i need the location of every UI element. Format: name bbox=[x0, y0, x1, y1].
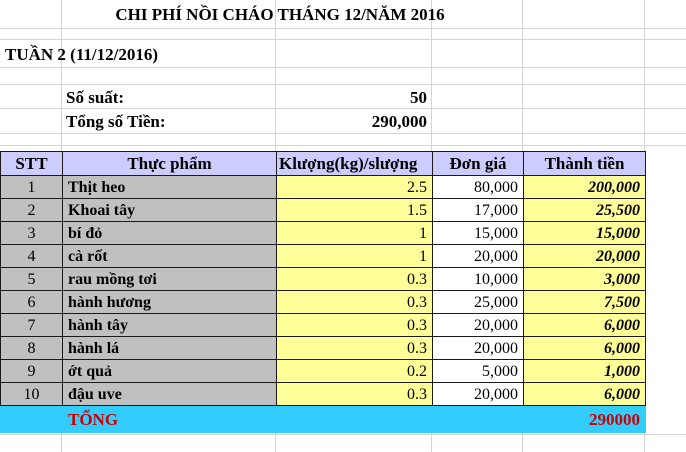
food-name-cell[interactable]: rau mồng tơi bbox=[63, 268, 277, 291]
quantity-cell[interactable]: 0.3 bbox=[277, 337, 433, 360]
amount-cell[interactable]: 1,000 bbox=[524, 360, 646, 383]
total-money-value: 290,000 bbox=[371, 112, 427, 131]
sum-label[interactable]: TỔNG bbox=[63, 406, 277, 433]
table-row bbox=[1, 383, 646, 406]
sum-empty-cell[interactable] bbox=[433, 406, 524, 433]
table-row bbox=[1, 176, 646, 199]
quantity-cell[interactable]: 1 bbox=[277, 245, 433, 268]
column-header-stt[interactable]: STT bbox=[1, 152, 63, 176]
table-row bbox=[1, 245, 646, 268]
total-money-label: Tổng số Tiền: bbox=[66, 112, 166, 131]
food-name-cell[interactable]: ớt quả bbox=[63, 360, 277, 383]
table-row bbox=[1, 337, 646, 360]
quantity-cell[interactable]: 2.5 bbox=[277, 176, 433, 199]
amount-cell[interactable]: 20,000 bbox=[524, 245, 646, 268]
column-header-food[interactable]: Thực phẩm bbox=[63, 152, 277, 176]
table-sum-row bbox=[1, 406, 646, 433]
food-name-cell[interactable]: hành tây bbox=[63, 314, 277, 337]
stt-cell[interactable]: 5 bbox=[1, 268, 63, 291]
amount-cell[interactable]: 7,500 bbox=[524, 291, 646, 314]
unit-price-cell[interactable]: 20,000 bbox=[433, 245, 524, 268]
unit-price-cell[interactable]: 10,000 bbox=[433, 268, 524, 291]
amount-cell[interactable]: 6,000 bbox=[524, 383, 646, 406]
servings-value: 50 bbox=[410, 88, 427, 107]
stt-cell[interactable]: 10 bbox=[1, 383, 63, 406]
food-name-cell[interactable]: Khoai tây bbox=[63, 199, 277, 222]
unit-price-cell[interactable]: 5,000 bbox=[433, 360, 524, 383]
stt-cell[interactable]: 7 bbox=[1, 314, 63, 337]
amount-cell[interactable]: 6,000 bbox=[524, 314, 646, 337]
unit-price-cell[interactable]: 80,000 bbox=[433, 176, 524, 199]
column-header-amount[interactable]: Thành tiền bbox=[524, 152, 646, 176]
amount-cell[interactable]: 200,000 bbox=[524, 176, 646, 199]
stt-cell[interactable]: 9 bbox=[1, 360, 63, 383]
quantity-cell[interactable]: 1.5 bbox=[277, 199, 433, 222]
stt-cell[interactable]: 6 bbox=[1, 291, 63, 314]
food-name-cell[interactable]: hành hương bbox=[63, 291, 277, 314]
amount-cell[interactable]: 15,000 bbox=[524, 222, 646, 245]
food-name-cell[interactable]: cà rốt bbox=[63, 245, 277, 268]
table-header-row bbox=[1, 152, 646, 176]
table-row bbox=[1, 268, 646, 291]
quantity-cell[interactable]: 1 bbox=[277, 222, 433, 245]
column-header-quantity[interactable]: Klượng(kg)/slượng bbox=[277, 152, 433, 176]
amount-cell[interactable]: 6,000 bbox=[524, 337, 646, 360]
column-header-unit-price[interactable]: Đơn giá bbox=[433, 152, 524, 176]
table-row bbox=[1, 291, 646, 314]
unit-price-cell[interactable]: 17,000 bbox=[433, 199, 524, 222]
amount-cell[interactable]: 3,000 bbox=[524, 268, 646, 291]
table-row bbox=[1, 199, 646, 222]
table-row bbox=[1, 314, 646, 337]
week-label: TUẦN 2 (11/12/2016) bbox=[5, 45, 158, 64]
food-name-cell[interactable]: hành lá bbox=[63, 337, 277, 360]
quantity-cell[interactable]: 0.3 bbox=[277, 268, 433, 291]
food-name-cell[interactable]: đậu uve bbox=[63, 383, 277, 406]
quantity-cell[interactable]: 0.2 bbox=[277, 360, 433, 383]
sum-value[interactable]: 290000 bbox=[524, 406, 646, 433]
stt-cell[interactable]: 2 bbox=[1, 199, 63, 222]
servings-label: Số suất: bbox=[66, 88, 125, 107]
table-row bbox=[1, 222, 646, 245]
sum-empty-cell[interactable] bbox=[1, 406, 63, 433]
quantity-cell[interactable]: 0.3 bbox=[277, 291, 433, 314]
unit-price-cell[interactable]: 20,000 bbox=[433, 383, 524, 406]
sheet-title: CHI PHÍ NỒI CHÁO THÁNG 12/NĂM 2016 bbox=[115, 5, 445, 24]
stt-cell[interactable]: 1 bbox=[1, 176, 63, 199]
stt-cell[interactable]: 8 bbox=[1, 337, 63, 360]
stt-cell[interactable]: 4 bbox=[1, 245, 63, 268]
stt-cell[interactable]: 3 bbox=[1, 222, 63, 245]
quantity-cell[interactable]: 0.3 bbox=[277, 314, 433, 337]
food-name-cell[interactable]: bí đỏ bbox=[63, 222, 277, 245]
amount-cell[interactable]: 25,500 bbox=[524, 199, 646, 222]
unit-price-cell[interactable]: 20,000 bbox=[433, 337, 524, 360]
unit-price-cell[interactable]: 25,000 bbox=[433, 291, 524, 314]
unit-price-cell[interactable]: 20,000 bbox=[433, 314, 524, 337]
sum-empty-cell[interactable] bbox=[277, 406, 433, 433]
table-row bbox=[1, 360, 646, 383]
cost-table bbox=[0, 151, 646, 433]
unit-price-cell[interactable]: 15,000 bbox=[433, 222, 524, 245]
food-name-cell[interactable]: Thịt heo bbox=[63, 176, 277, 199]
quantity-cell[interactable]: 0.3 bbox=[277, 383, 433, 406]
